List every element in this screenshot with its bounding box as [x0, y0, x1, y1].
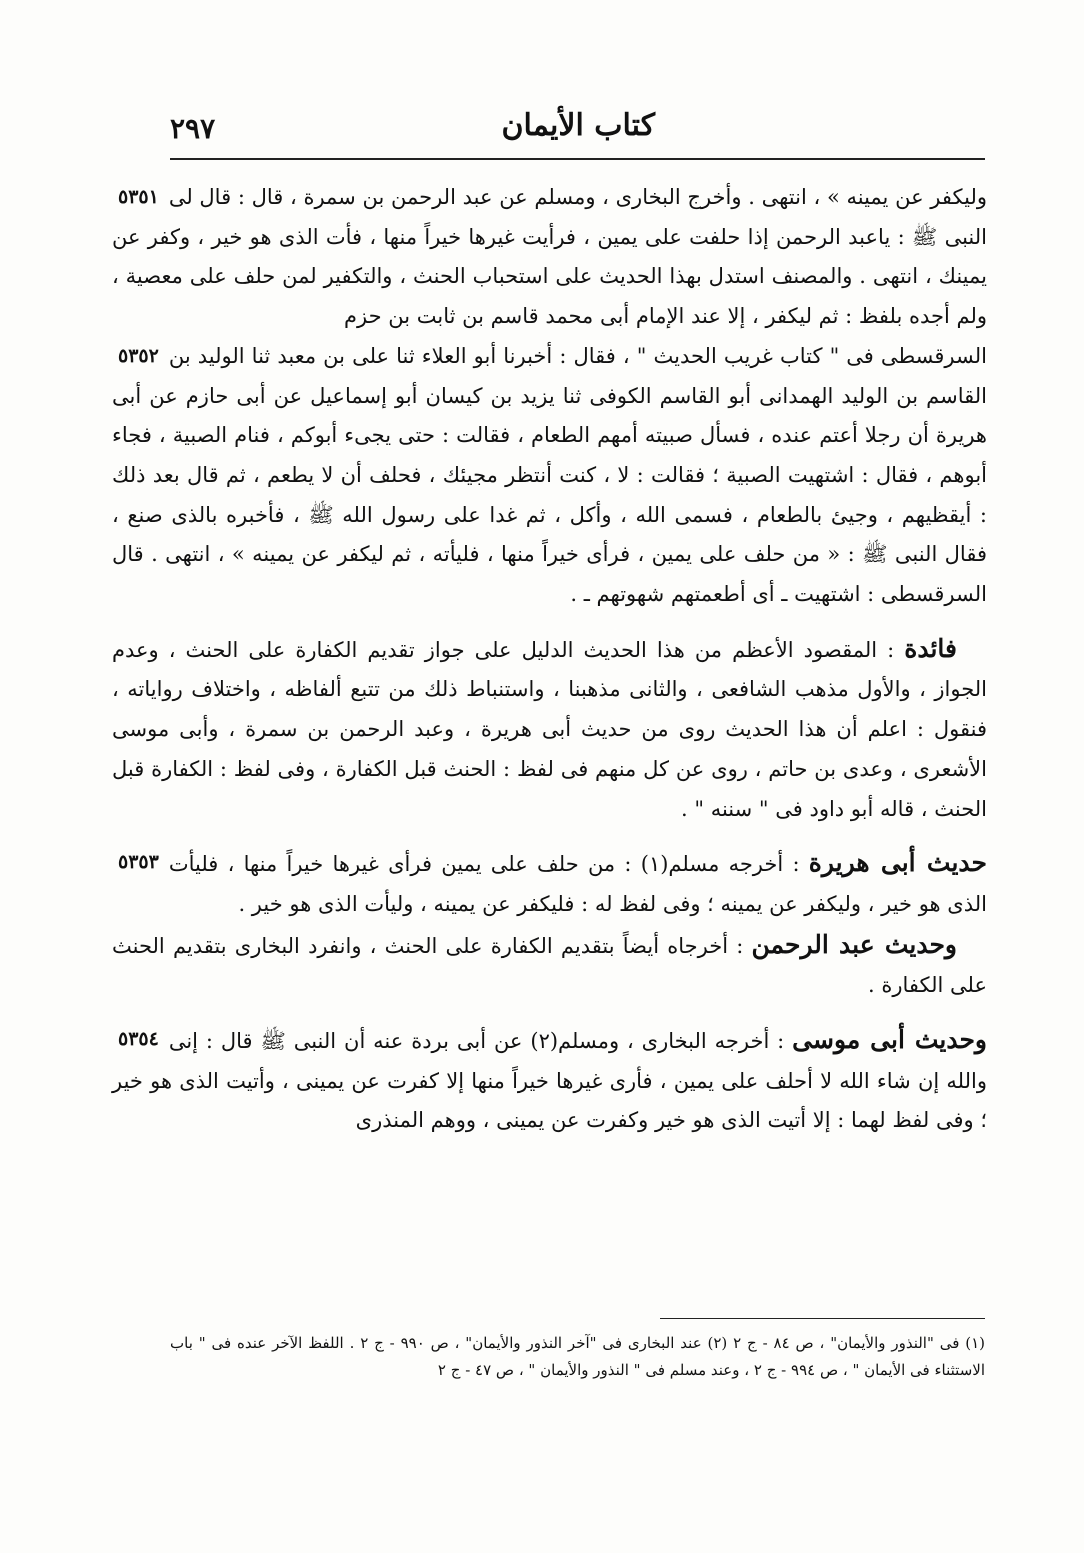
hadith-heading: وحديث أبى موسى: [792, 1025, 988, 1055]
entry-text: : أخرجه البخارى ، ومسلم(٢) عن أبى بردة عنه أن النبى ﷺ قال : إنى والله إن شاء الله لا أحلف على يمين ، فأرى غيرها خيراً منها إلا كفرت عن يمينى ، وأتيت الذى هو خير ؛ وفى لفظ لهما : إلا أتيت الذى هو خير وكفرت عن يمينى ، ووهم المنذرى: [112, 1029, 987, 1133]
footnotes: [170, 1330, 985, 1384]
page-number: ٢٩٧: [170, 112, 216, 145]
footnote-rule: [660, 1318, 985, 1319]
spacer: [112, 1006, 987, 1020]
entry-text: : أخرجاه أيضاً بتقديم الكفارة على الحنث ، وانفرد البخارى بتقديم الحنث على الكفارة .: [112, 933, 987, 998]
main-text: [112, 178, 987, 1141]
spacer: [112, 829, 987, 843]
entry-number: ٥٣٥٤: [118, 1028, 159, 1051]
entry-number: ٥٣٥٢: [118, 344, 159, 367]
running-title: كتاب الأيمان: [501, 108, 655, 143]
entry-text: : أخرجه مسلم(١) : من حلف على يمين فرأى غيرها خيراً منها ، فليأت الذى هو خير ، وليكفر عن يمينه ؛ وفى لفظ له : فليكفر عن يمينه ، وليأت الذى هو خير .: [168, 852, 987, 916]
faida-label: فائدة: [904, 633, 957, 663]
faida-paragraph: [112, 629, 987, 830]
entry-5353: [112, 843, 987, 924]
hadith-heading: وحديث عبد الرحمن: [751, 929, 957, 959]
entry-text: وليكفر عن يمينه » ، انتهى . وأخرج البخارى ، ومسلم عن عبد الرحمن بن سمرة ، قال : قال لى النبى ﷺ : ياعبد الرحمن إذا حلفت على يمين ، فرأيت غيرها خيراً منها ، فأت الذى هو خير ، وكفر عن يمينك ، انتهى . والمصنف استدل بهذا الحديث على استحباب الحنث ، والتكفير لمن حلف على معصية ، ولم أجده بلفظ : ثم ليكفر ، إلا عند الإمام أبى محمد قاسم بن ثابت بن حزم: [112, 185, 987, 329]
spacer: [112, 615, 987, 629]
entry-number: ٥٣٥٣: [118, 851, 159, 874]
entry-5354: [112, 1020, 987, 1141]
abdrahman-paragraph: [112, 925, 987, 1006]
entry-number: ٥٣٥١: [118, 186, 159, 208]
hadith-heading: حديث أبى هريرة: [808, 848, 987, 878]
entry-5352: [112, 337, 987, 615]
entry-5351: [112, 178, 987, 337]
faida-text: : المقصود الأعظم من هذا الحديث الدليل على جواز تقديم الكفارة على الحنث ، وعدم الجواز ، والأول مذهب الشافعى ، والثانى مذهبنا ، واستنباط ذلك من تتبع ألفاظه ، واختلاف رواياته ، فنقول : اعلم أن هذا الحديث روى من حديث أبى هريرة ، وعبد الرحمن بن سمرة ، وأبى موسى الأشعرى ، وعدى بن حاتم ، روى عن كل منهم فى لفظ : الحنث قبل الكفارة ، وفى لفظ : الكفارة قبل الحنث ، قاله أبو داود فى " سننه " .: [112, 637, 987, 821]
footnote-text: (١) فى "النذور والأيمان" ، ص ٨٤ - ج ٢ (٢) عند البخارى فى "آخر النذور والأيمان" ، ص ٩٩٠ - ج ٢ . اللفظ الآخر عنده فى " باب الاستثناء فى الأيمان " ، ص ٩٩٤ - ج ٢ ، وعند مسلم فى " النذور والأيمان " ، ص ٤٧ - ج ٢: [170, 1334, 986, 1379]
header-rule: [170, 158, 985, 160]
page-header: [170, 96, 985, 156]
entry-text: السرقسطى فى " كتاب غريب الحديث " ، فقال : أخبرنا أبو العلاء ثنا على بن معبد ثنا الوليد بن القاسم بن الوليد الهمدانى أبو القاسم الكوفى ثنا يزيد بن كيسان أبو إسماعيل عن أبى حازم عن أبى هريرة أن رجلا أعتم عنده ، فسأل صبيته أمهم الطعام ، فقالت : حتى يجىء أبوكم ، فنام الصبية ، فجاء أبوهم ، فقال : اشتهيت الصبية ؛ فقالت : لا ، كنت أنتظر مجيئك ، فحلف أن لا يطعم ، ثم قال بعد ذلك : أيقظيهم ، وجيئ بالطعام ، فسمى الله ، وأكل ، ثم غدا على رسول الله ﷺ ، فأخبره بالذى صنع ، فقال النبى ﷺ : « من حلف على يمين ، فرأى خيراً منها ، فليأته ، ثم ليكفر عن يمينه » ، انتهى . قال السرقسطى : اشتهيت ـ أى أطعمتهم شهوتهم ـ .: [112, 343, 987, 607]
